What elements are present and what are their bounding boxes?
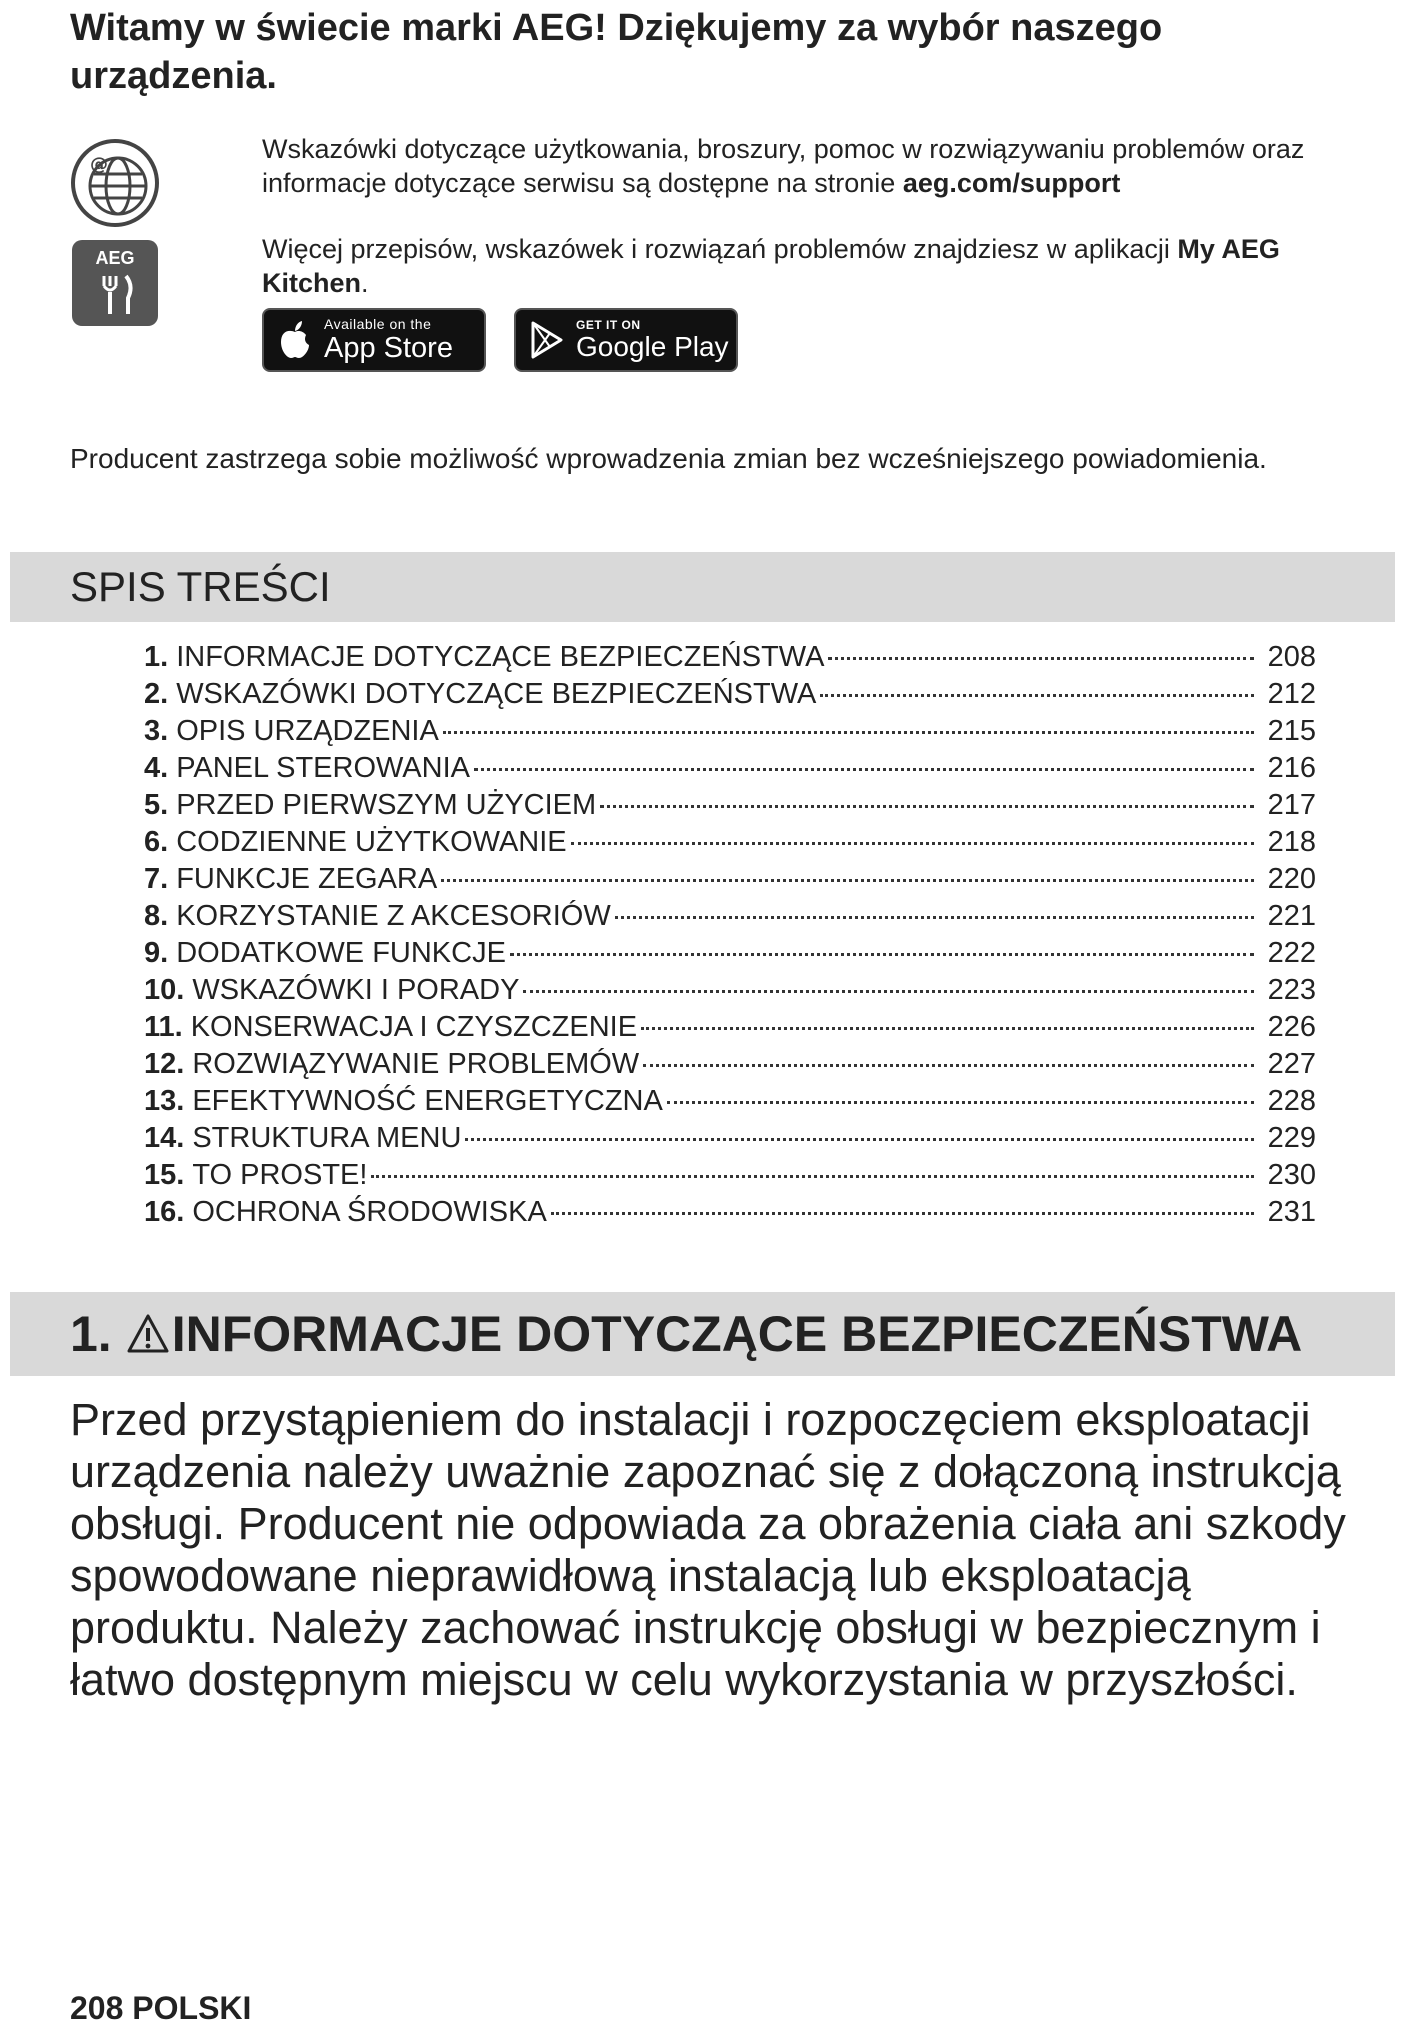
toc-entry[interactable]: 2. WSKAZÓWKI DOTYCZĄCE BEZPIECZEŃSTWA 212 [144,678,1316,710]
google-play-small: GET IT ON [576,318,641,332]
app-store-small: Available on the [324,316,432,332]
google-play-button[interactable] [514,308,738,372]
svg-text:@: @ [90,154,108,175]
google-play-big: Google Play [576,331,729,362]
globe-icon [70,138,160,228]
section-title [70,1304,1302,1364]
page-number: 208 [70,1990,124,2026]
toc-entry[interactable]: 5. PRZED PIERWSZYM UŻYCIEM 217 [144,789,1316,821]
table-of-contents [144,639,1316,1231]
toc-entry[interactable]: 6. CODZIENNE UŻYTKOWANIE 218 [144,826,1316,858]
toc-entry[interactable]: 4. PANEL STEROWANIA 216 [144,752,1316,784]
toc-entry[interactable]: 3. OPIS URZĄDZENIA 215 [144,715,1316,747]
toc-entry[interactable]: 12. ROZWIĄZYWANIE PROBLEMÓW 227 [144,1048,1316,1080]
toc-entry[interactable]: 8. KORZYSTANIE Z AKCESORIÓW 221 [144,900,1316,932]
toc-title: SPIS TREŚCI [70,563,331,610]
toc-entry[interactable]: 16. OCHRONA ŚRODOWISKA 231 [144,1196,1316,1228]
toc-entry[interactable]: 11. KONSERWACJA I CZYSZCZENIE 226 [144,1011,1316,1043]
section-number: 1. [70,1306,112,1362]
toc-entry[interactable]: 13. EFEKTYWNOŚĆ ENERGETYCZNA 228 [144,1085,1316,1117]
toc-header-bar [10,552,1395,622]
toc-entry[interactable]: 15. TO PROSTE! 230 [144,1159,1316,1191]
warning-icon [126,1313,170,1355]
footer-language: POLSKI [132,1990,252,2026]
support-link[interactable]: aeg.com/support [902,168,1121,198]
app-text: Więcej przepisów, wskazówek i rozwiązań problemów znajdziesz w aplikacji My AEG Kitchen. [262,234,1280,298]
app-store-big: App Store [324,332,453,364]
section-title-text: INFORMACJE DOTYCZĄCE BEZPIECZEŃSTWA [171,1306,1303,1362]
page-footer [70,1988,251,2028]
app-icon-label: AEG [95,248,135,268]
play-icon [530,321,564,359]
safety-intro-text: Przed przystąpieniem do instalacji i rozpoczęciem eksploatacji urządzenia należy uważnie zapoznać się z dołączoną instrukcją obsługi. Producent nie odpowiada za obrażenia ciała ani szkody spowodowane nieprawidłową instalacją lub eksploatacją produktu. Należy zachować instrukcję obsługi w bezpiecznym i łatwo dostępnym miejscu w celu wykorzystania w przyszłości. [70,1394,1346,1705]
toc-entry[interactable]: 1. INFORMACJE DOTYCZĄCE BEZPIECZEŃSTWA 208 [144,641,1316,673]
app-store-button[interactable] [262,308,486,372]
support-text: Wskazówki dotyczące użytkowania, broszury, pomoc w rozwiązywaniu problemów oraz informacje dotyczące serwisu są dostępne na stronie aeg.com/support [262,134,1305,198]
section-header-bar [10,1292,1395,1376]
apple-icon [278,320,312,360]
app-name: My AEG Kitchen [262,234,1280,298]
toc-entry[interactable]: 9. DODATKOWE FUNKCJE 222 [144,937,1316,969]
manufacturer-notice: Producent zastrzega sobie możliwość wprowadzenia zmian bez wcześniejszego powiadomienia. [70,443,1267,474]
welcome-heading: Witamy w świecie marki AEG! Dziękujemy za wybór naszego urządzenia. [70,7,1163,97]
toc-entry[interactable]: 7. FUNKCJE ZEGARA 220 [144,863,1316,895]
aeg-app-icon [70,238,160,328]
toc-entry[interactable]: 14. STRUKTURA MENU 229 [144,1122,1316,1154]
toc-entry[interactable]: 10. WSKAZÓWKI I PORADY 223 [144,974,1316,1006]
